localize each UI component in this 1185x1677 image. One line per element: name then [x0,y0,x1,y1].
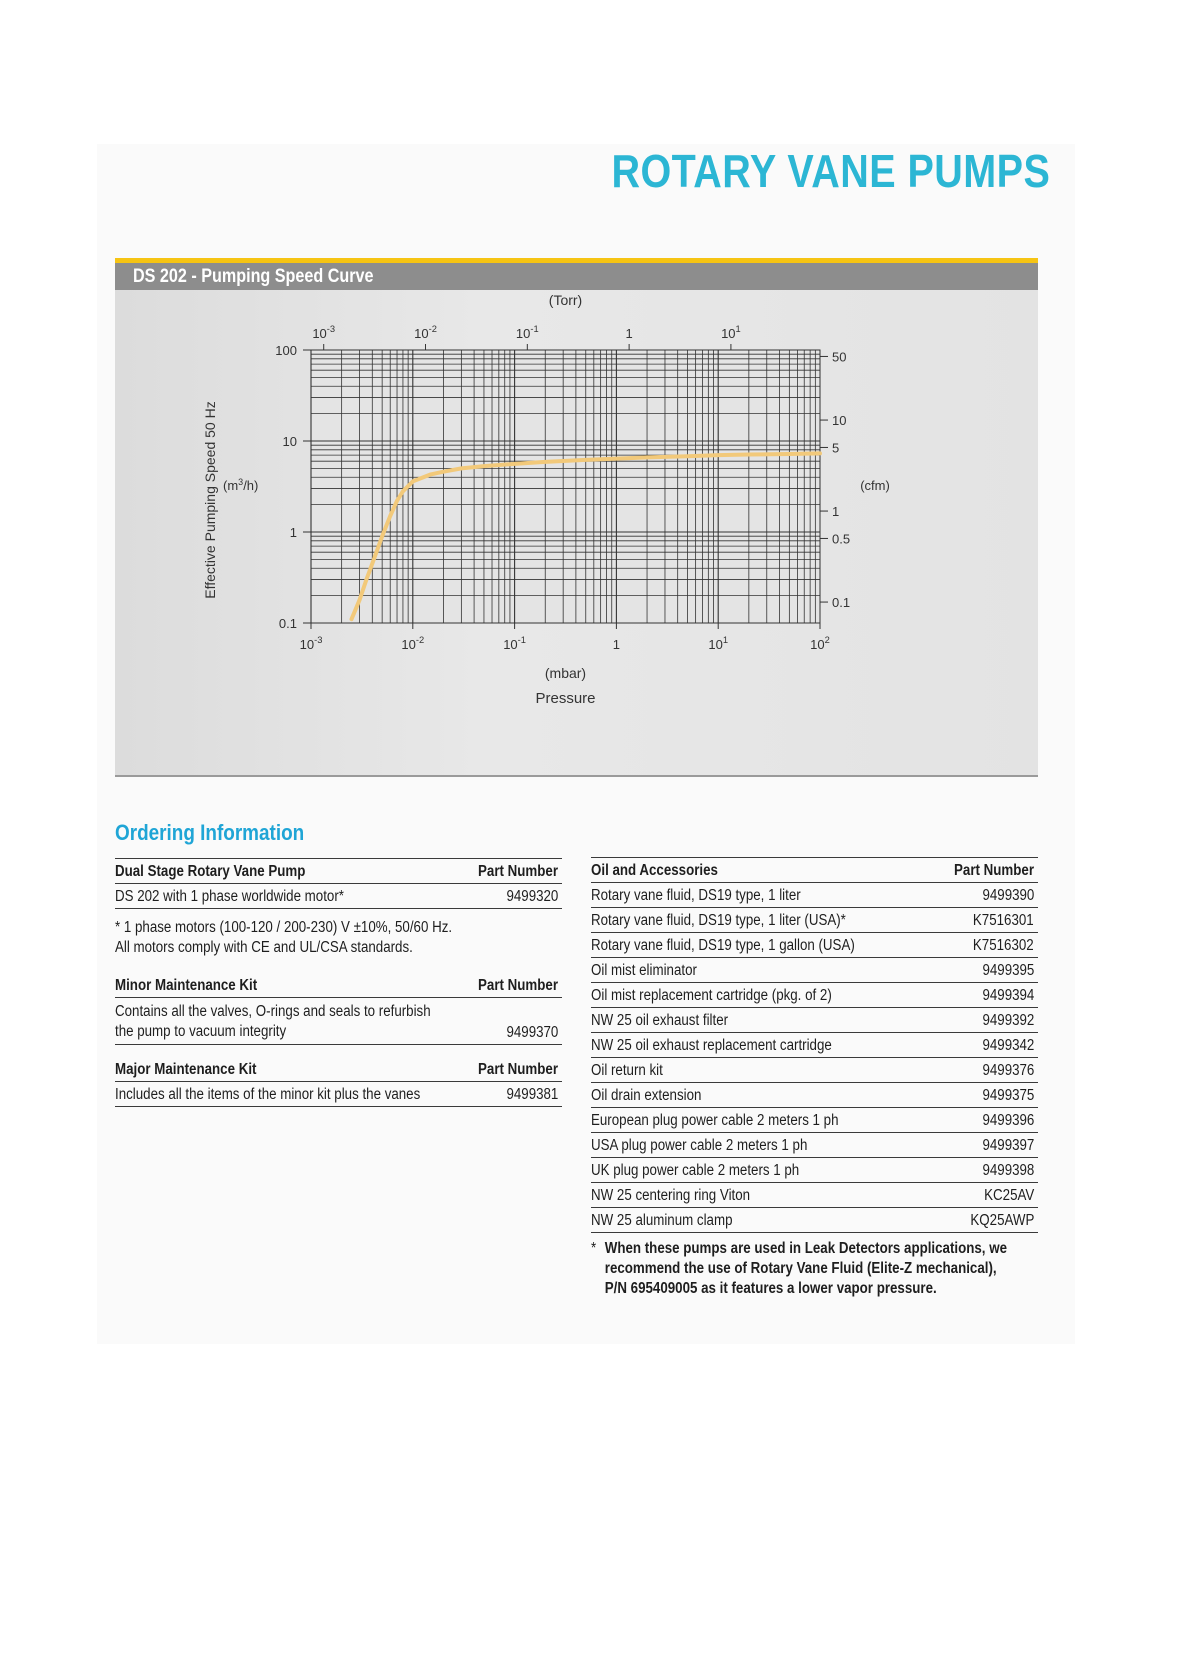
major-kit-table [115,1057,562,1107]
table-header-label: Major Maintenance Kit [115,1061,257,1078]
row-part-number: 9499342 [982,1037,1034,1054]
y-right-tick-label: 0.5 [832,531,851,547]
row-label: European plug power cable 2 meters 1 ph [591,1112,839,1129]
table-header-part: Part Number [953,862,1034,879]
motor-note [115,918,452,958]
x-bottom-tick-label: $10^1$ [708,635,729,652]
footnote-text [591,1239,1007,1299]
x-top-tick-label: $10^{-3}$ [312,324,336,341]
y-right-tick-label: 5 [832,440,840,456]
row-label: NW 25 oil exhaust replacement cartridge [591,1037,832,1054]
row-part-number: 9499370 [506,1024,558,1041]
footnote-line: P/N 695409005 as it features a lower vapor pressure. [604,1280,937,1297]
pumping-speed-chart [115,290,1038,775]
table-row [591,933,1038,958]
table-header-part: Part Number [477,977,558,994]
row-part-number: 9499320 [506,888,558,905]
table-header-label: Dual Stage Rotary Vane Pump [115,863,306,880]
x-bottom-unit-label: (mbar) [544,665,587,681]
footnote-star: * [591,1240,597,1257]
row-label: DS 202 with 1 phase worldwide motor* [115,888,344,905]
motor-note-line: * 1 phase motors (100-120 / 200-230) V ±10%, 50/60 Hz. [115,919,453,936]
row-part-number: 9499397 [982,1137,1034,1154]
y-left-tick-label: 0.1 [278,616,297,631]
row-label: Includes all the items of the minor kit plus the vanes [115,1086,421,1103]
table-row [591,1058,1038,1083]
row-label: Oil mist replacement cartridge (pkg. of 2) [591,987,832,1004]
table-row [591,1208,1038,1233]
table-header-part: Part Number [477,1061,558,1078]
chart-bottom-rule [115,775,1038,777]
x-top-tick-label: 1 [625,326,633,341]
plot-area [311,350,820,623]
table-header [115,858,562,884]
y-right-tick-label: 10 [832,413,847,429]
row-label: Oil drain extension [591,1087,702,1104]
y-axis-label: Effective Pumping Speed 50 Hz [202,401,218,599]
y-right-unit-label: (cfm) [860,478,890,493]
x-axis-label: Pressure [535,690,596,707]
table-header-label: Oil and Accessories [591,862,718,879]
row-label: NW 25 centering ring Viton [591,1187,751,1204]
table-row [591,1183,1038,1208]
row-part-number: 9499395 [982,962,1034,979]
motor-note-line: All motors comply with CE and UL/CSA standards. [115,939,413,956]
table-row [591,1033,1038,1058]
row-label: Oil mist eliminator [591,962,697,979]
row-label: Rotary vane fluid, DS19 type, 1 gallon (USA) [591,937,855,954]
row-part-number: KQ25AWP [970,1212,1034,1229]
row-part-number: 9499390 [982,887,1034,904]
dual-stage-table [115,858,562,909]
table-row [591,908,1038,933]
table-row [115,1082,562,1107]
x-bottom-tick-label: $10^{-1}$ [503,635,526,652]
page-title: ROTARY VANE PUMPS [611,145,1050,197]
row-part-number: 9499394 [982,987,1034,1004]
table-row [591,1083,1038,1108]
row-part-number: 9499381 [506,1086,558,1103]
accessories-rows [591,883,1038,1233]
x-top-tick-label: $10^{-1}$ [515,324,539,341]
table-row [115,998,562,1045]
footnote-line: recommend the use of Rotary Vane Fluid (Elite-Z mechanical), [604,1260,997,1277]
y-left-unit-label: $(m^3/h)$ [223,477,259,493]
row-label: Contains all the valves, O-rings and seals to refurbish the pump to vacuum integrity [115,1003,431,1040]
minor-kit-table [115,973,562,1045]
table-row [591,1008,1038,1033]
accessories-footnote [591,1239,1007,1299]
row-label: Rotary vane fluid, DS19 type, 1 liter (USA)* [591,912,846,929]
x-bottom-tick-label: 1 [612,637,621,652]
table-header [591,857,1038,883]
table-row [591,958,1038,983]
row-label: Oil return kit [591,1062,663,1079]
footnote-line: When these pumps are used in Leak Detectors applications, we [604,1240,1007,1257]
row-part-number: KC25AV [983,1187,1034,1204]
row-part-number: K7516302 [973,937,1034,954]
x-top-tick-label: $10^{-2}$ [414,324,437,341]
row-label: UK plug power cable 2 meters 1 ph [591,1162,800,1179]
chart-header-bar [115,258,1038,290]
y-right-tick-label: 1 [832,504,840,520]
y-right-tick-label: 50 [832,349,847,365]
y-right-tick-label: 0.1 [832,595,851,611]
x-top-tick-label: $10^1$ [721,324,741,341]
chart-header-title: DS 202 - Pumping Speed Curve [133,266,374,287]
accessories-table [591,857,1038,1233]
row-part-number: 9499398 [982,1162,1034,1179]
row-label: NW 25 aluminum clamp [591,1212,733,1229]
x-bottom-tick-label: $10^{-2}$ [401,635,425,652]
table-header [115,1057,562,1082]
table-row [591,1133,1038,1158]
row-label: Rotary vane fluid, DS19 type, 1 liter [591,887,801,904]
row-part-number: K7516301 [973,912,1034,929]
table-row [115,884,562,909]
y-left-tick-label: 1 [289,525,297,540]
x-top-unit-label: (Torr) [548,292,583,308]
row-part-number: 9499392 [982,1012,1034,1029]
table-row [591,1108,1038,1133]
table-row [591,1158,1038,1183]
x-bottom-tick-label: $10^2$ [810,635,830,652]
x-bottom-tick-label: $10^{-3}$ [299,635,323,652]
row-label: USA plug power cable 2 meters 1 ph [591,1137,808,1154]
row-label: NW 25 oil exhaust filter [591,1012,729,1029]
table-header-part: Part Number [477,863,558,880]
table-row [591,883,1038,908]
row-part-number: 9499396 [982,1112,1034,1129]
y-left-tick-label: 10 [282,434,297,449]
table-row [591,983,1038,1008]
row-part-number: 9499375 [982,1087,1034,1104]
y-left-tick-label: 100 [275,343,297,358]
row-part-number: 9499376 [982,1062,1034,1079]
table-header [115,973,562,998]
ordering-title: Ordering Information [115,820,305,845]
table-header-label: Minor Maintenance Kit [115,977,258,994]
